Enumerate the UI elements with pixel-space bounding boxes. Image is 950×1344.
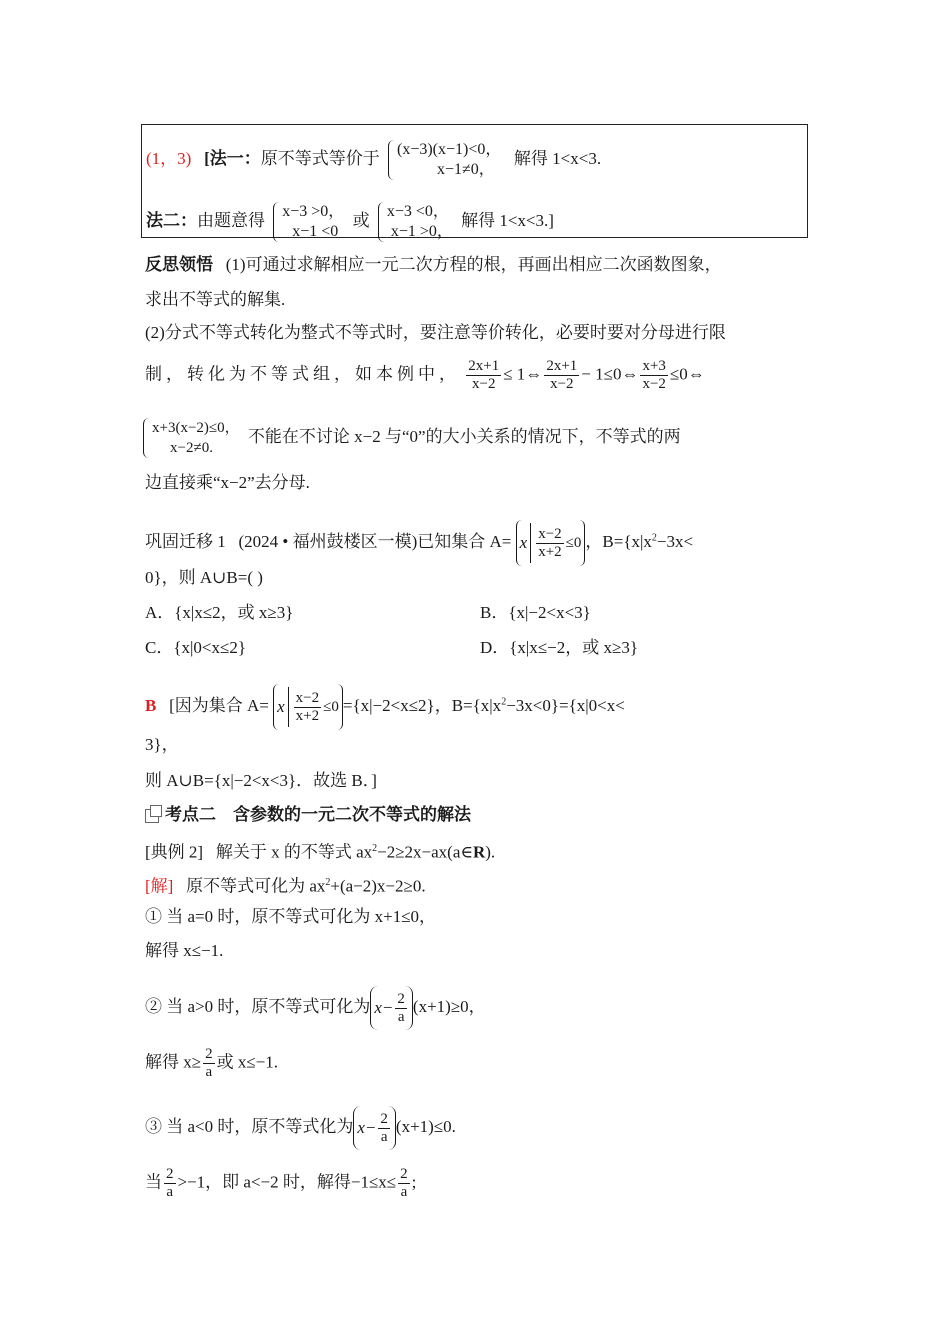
- solution-line-1: B [因为集合 A= x $\frac{x-2}{x+2}$ ≤0 ={x|−2<x≤2}，$B=\{x|x^2-3x<0\}=\{x|0<x<$: [145, 684, 625, 730]
- solution-set-a: x $\frac{x-2}{x+2}$ ≤0: [273, 684, 343, 730]
- solution-intro: [解] 原不等式可化为 $ax^2+(a-2)x-2\ge 0$.: [145, 876, 426, 896]
- case-3: ③ 当 a<0 时，原不等式化为 x− $\frac{2}{a}$ (x+1)≤0.: [145, 1106, 456, 1150]
- answer-value: (1，3): [146, 148, 192, 168]
- option-a[interactable]: A．{x|x≤2，或 x≥3}: [145, 603, 294, 622]
- reflection-system: x+3(x−2)≤0， x−2≠0.: [143, 418, 240, 458]
- solution-line-2: 3}，: [145, 735, 179, 754]
- option-b[interactable]: B．{x|−2<x<3}: [480, 603, 591, 622]
- case-1-result: 解得 x≤−1.: [145, 941, 224, 960]
- reflection-p2c: x+3(x−2)≤0， x−2≠0. 不能在不讨论 x−2 与“0”的大小关系的情况下，不等式的两: [143, 418, 681, 458]
- option-c[interactable]: C．{x|0<x≤2}: [145, 638, 246, 657]
- method2-or: 或: [352, 210, 370, 230]
- section-heading: 考点二 含参数的一元二次不等式的解法: [145, 804, 471, 826]
- exercise-line-2: 0}，则 A∪B=( ): [145, 568, 263, 587]
- reflection-p2: (2)分式不等式转化为整式不等式时，要注意等价转化，必要时要对分母进行限: [145, 323, 726, 342]
- method1-result: 解得 1<x<3.: [513, 148, 602, 168]
- fraction-1: $\frac{2x+1}{x-2}$: [468, 358, 500, 392]
- solution-line-3: 则 A∪B={x|−2<x<3}．故选 B．]: [145, 771, 377, 790]
- fraction-2: $\frac{2x+1}{x-2}$: [546, 358, 578, 392]
- solution-answer: B: [145, 695, 157, 715]
- reflection-title: 反思领悟: [145, 255, 213, 274]
- reflection-p2b: 制，转化为不等式组，如本例中， $\frac{2x+1}{x-2}$ ≤ 1⇔ $\frac{2x+1}{x-2}$ − 1≤0⇔ $\frac{x+3}{x-2}$ ≤0⇔: [145, 358, 705, 392]
- method2-text: 由题意得: [197, 210, 265, 230]
- case-3-subcase: 当 $\frac{2}{a}$ >−1，即 a<−2 时，解得−1≤x≤ $\frac{2}{a}$ ;: [145, 1166, 417, 1200]
- fraction-3: $\frac{x+3}{x-2}$: [642, 358, 666, 392]
- reflection-p2d: 边直接乘“x−2”去分母.: [145, 473, 310, 492]
- method2-result: 解得 1<x<3.]: [461, 210, 554, 230]
- exercise-line-1: 巩固迁移 1 (2024 • 福州鼓楼区一模)已知集合 A= x $\frac{x-2}{x+2}$ ≤0 ，$B=\{x|x^2-3x<$: [145, 520, 693, 566]
- option-d[interactable]: D．{x|x≤−2，或 x≥3}: [480, 638, 638, 657]
- method2-label: 法二：: [146, 210, 197, 230]
- method1-text: 原不等式等价于: [260, 148, 380, 168]
- answer-line-2: [146, 202, 554, 242]
- case-2: ② 当 a>0 时，原不等式可化为 x− $\frac{2}{a}$ (x+1)≥0，: [145, 986, 486, 1030]
- answer-line-1: [146, 140, 601, 180]
- reflection-p1b: 求出不等式的解集.: [145, 290, 286, 309]
- example-line: [典例 2] 解关于 x 的不等式 $ax^2-2\ge 2x-ax(a\in R)$.: [145, 842, 496, 862]
- case-2-result: 解得 x≥ $\frac{2}{a}$ 或 x≤−1.: [145, 1046, 279, 1080]
- reflection-p1: 反思领悟 (1)可通过求解相应一元二次方程的根，再画出相应二次函数图象，: [145, 255, 722, 274]
- exercise-set-a: x $\frac{x-2}{x+2}$ ≤0: [516, 520, 586, 566]
- exercise-title: 巩固迁移 1: [145, 531, 226, 551]
- method2-system-b: x−3 <0， x−1 >0，: [378, 202, 453, 242]
- method1-label: [法一：: [204, 148, 261, 168]
- method2-system-a: x−3 >0， x−1 <0: [273, 202, 344, 242]
- method1-system: (x−3)(x−1)<0， x−1≠0，: [388, 140, 501, 180]
- case-1: ① 当 a=0 时，原不等式可化为 x+1≤0，: [145, 907, 437, 926]
- section-icon: [145, 809, 159, 823]
